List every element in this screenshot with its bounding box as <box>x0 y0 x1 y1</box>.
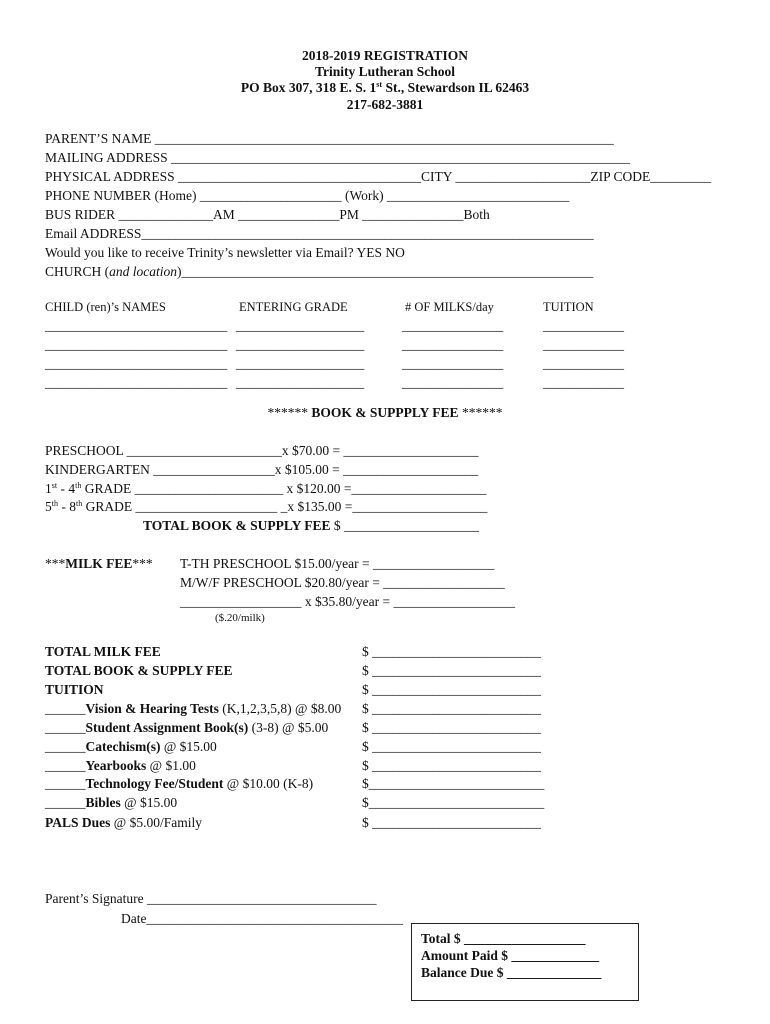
book-supply-fee-heading: ****** BOOK & SUPPPLY FEE ****** <box>267 405 503 420</box>
mwf-preschool-milk-row[interactable]: M/W/F PRESCHOOL $20.80/year = __________________ <box>180 575 505 590</box>
child-name-line[interactable]: ___________________________ <box>45 375 228 390</box>
summary-amount-paid[interactable]: Amount Paid $ _____________ <box>421 948 600 963</box>
bibles-amount[interactable]: $__________________________ <box>362 795 545 810</box>
column-header-milks: # OF MILKS/day <box>405 300 494 314</box>
tth-preschool-milk-row[interactable]: T-TH PRESCHOOL $15.00/year = __________________ <box>180 556 495 571</box>
date-field[interactable]: Date______________________________________ <box>121 911 403 926</box>
child-milks-line[interactable]: _______________ <box>402 318 504 333</box>
grade-1-4-fee-row[interactable]: 1st - 4th GRADE ______________________ x $120.00 =____________________ <box>45 481 487 496</box>
phone-number-field[interactable]: PHONE NUMBER (Home) _____________________ (Work) ___________________________ <box>45 188 570 203</box>
vision-hearing-tests-label[interactable]: ______Vision & Hearing Tests (K,1,2,3,5,8) @ $8.00 <box>45 701 342 716</box>
tuition-label: TUITION <box>45 682 104 697</box>
vision-hearing-tests-amount[interactable]: $ _________________________ <box>362 701 541 716</box>
child-tuition-line[interactable]: ____________ <box>543 318 624 333</box>
mailing-address-field[interactable]: MAILING ADDRESS ____________________________________________________________________ <box>45 150 631 165</box>
technology-fee-label[interactable]: ______Technology Fee/Student @ $10.00 (K-8) <box>45 776 314 791</box>
child-milks-line[interactable]: _______________ <box>402 356 504 371</box>
form-title: 2018-2019 REGISTRATION <box>302 48 468 63</box>
column-header-tuition: TUITION <box>543 300 594 314</box>
technology-fee-amount[interactable]: $__________________________ <box>362 776 545 791</box>
payment-summary-box <box>411 923 639 1001</box>
yearbooks-amount[interactable]: $ _________________________ <box>362 758 541 773</box>
child-grade-line[interactable]: ___________________ <box>236 318 365 333</box>
column-header-child-names: CHILD (ren)’s NAMES <box>45 300 166 314</box>
child-tuition-line[interactable]: ____________ <box>543 337 624 352</box>
school-address: PO Box 307, 318 E. S. 1st St., Stewardson IL 62463 <box>240 80 530 95</box>
church-field[interactable]: CHURCH (and location)_____________________________________________________________ <box>45 264 594 279</box>
bus-rider-field[interactable]: BUS RIDER ______________AM _______________PM _______________Both <box>45 207 490 222</box>
child-tuition-line[interactable]: ____________ <box>543 375 624 390</box>
other-milk-row[interactable]: __________________ x $35.80/year = __________________ <box>180 594 515 609</box>
total-milk-fee-label: TOTAL MILK FEE <box>45 644 161 659</box>
summary-total[interactable]: Total $ __________________ <box>421 931 586 946</box>
catechism-label[interactable]: ______Catechism(s) @ $15.00 <box>45 739 217 754</box>
child-name-line[interactable]: ___________________________ <box>45 356 228 371</box>
total-milk-fee-amount[interactable]: $ _________________________ <box>362 644 541 659</box>
summary-balance-due[interactable]: Balance Due $ ______________ <box>421 965 602 980</box>
grade-5-8-fee-row[interactable]: 5th - 8th GRADE _____________________ _x $135.00 =____________________ <box>45 499 488 514</box>
pals-dues-label: PALS Dues @ $5.00/Family <box>45 815 202 830</box>
assignment-books-amount[interactable]: $ _________________________ <box>362 720 541 735</box>
child-name-line[interactable]: ___________________________ <box>45 318 228 333</box>
total-book-supply-fee-row[interactable]: TOTAL BOOK & SUPPLY FEE $ ____________________ <box>143 518 480 533</box>
milk-price-note: ($.20/milk) <box>215 612 265 624</box>
pals-dues-amount[interactable]: $ _________________________ <box>362 815 541 830</box>
school-name: Trinity Lutheran School <box>314 64 456 79</box>
tuition-amount[interactable]: $ _________________________ <box>362 682 541 697</box>
milk-fee-label: ***MILK FEE*** <box>45 556 153 571</box>
school-phone: 217-682-3881 <box>346 97 424 112</box>
email-address-field[interactable]: Email ADDRESS___________________________________________________________________ <box>45 226 594 241</box>
child-name-line[interactable]: ___________________________ <box>45 337 228 352</box>
yearbooks-label[interactable]: ______Yearbooks @ $1.00 <box>45 758 196 773</box>
child-grade-line[interactable]: ___________________ <box>236 375 365 390</box>
kindergarten-fee-row[interactable]: KINDERGARTEN __________________x $105.00 = ____________________ <box>45 462 479 477</box>
parent-name-field[interactable]: PARENT’S NAME ____________________________________________________________________ <box>45 131 614 146</box>
child-milks-line[interactable]: _______________ <box>402 337 504 352</box>
assignment-books-label[interactable]: ______Student Assignment Book(s) (3-8) @ $5.00 <box>45 720 329 735</box>
total-book-supply-fee-amount[interactable]: $ _________________________ <box>362 663 541 678</box>
bibles-label[interactable]: ______Bibles @ $15.00 <box>45 795 178 810</box>
child-tuition-line[interactable]: ____________ <box>543 356 624 371</box>
child-grade-line[interactable]: ___________________ <box>236 337 365 352</box>
child-milks-line[interactable]: _______________ <box>402 375 504 390</box>
catechism-amount[interactable]: $ _________________________ <box>362 739 541 754</box>
column-header-entering-grade: ENTERING GRADE <box>239 300 348 314</box>
newsletter-question[interactable]: Would you like to receive Trinity’s newsletter via Email? YES NO <box>45 245 405 260</box>
preschool-fee-row[interactable]: PRESCHOOL _______________________x $70.00 = ____________________ <box>45 443 479 458</box>
parent-signature-field[interactable]: Parent’s Signature __________________________________ <box>45 891 377 906</box>
physical-address-field[interactable]: PHYSICAL ADDRESS ____________________________________CITY ____________________ZIP CODE_________ <box>45 169 712 184</box>
child-grade-line[interactable]: ___________________ <box>236 356 365 371</box>
total-book-supply-fee-label: TOTAL BOOK & SUPPLY FEE <box>45 663 233 678</box>
